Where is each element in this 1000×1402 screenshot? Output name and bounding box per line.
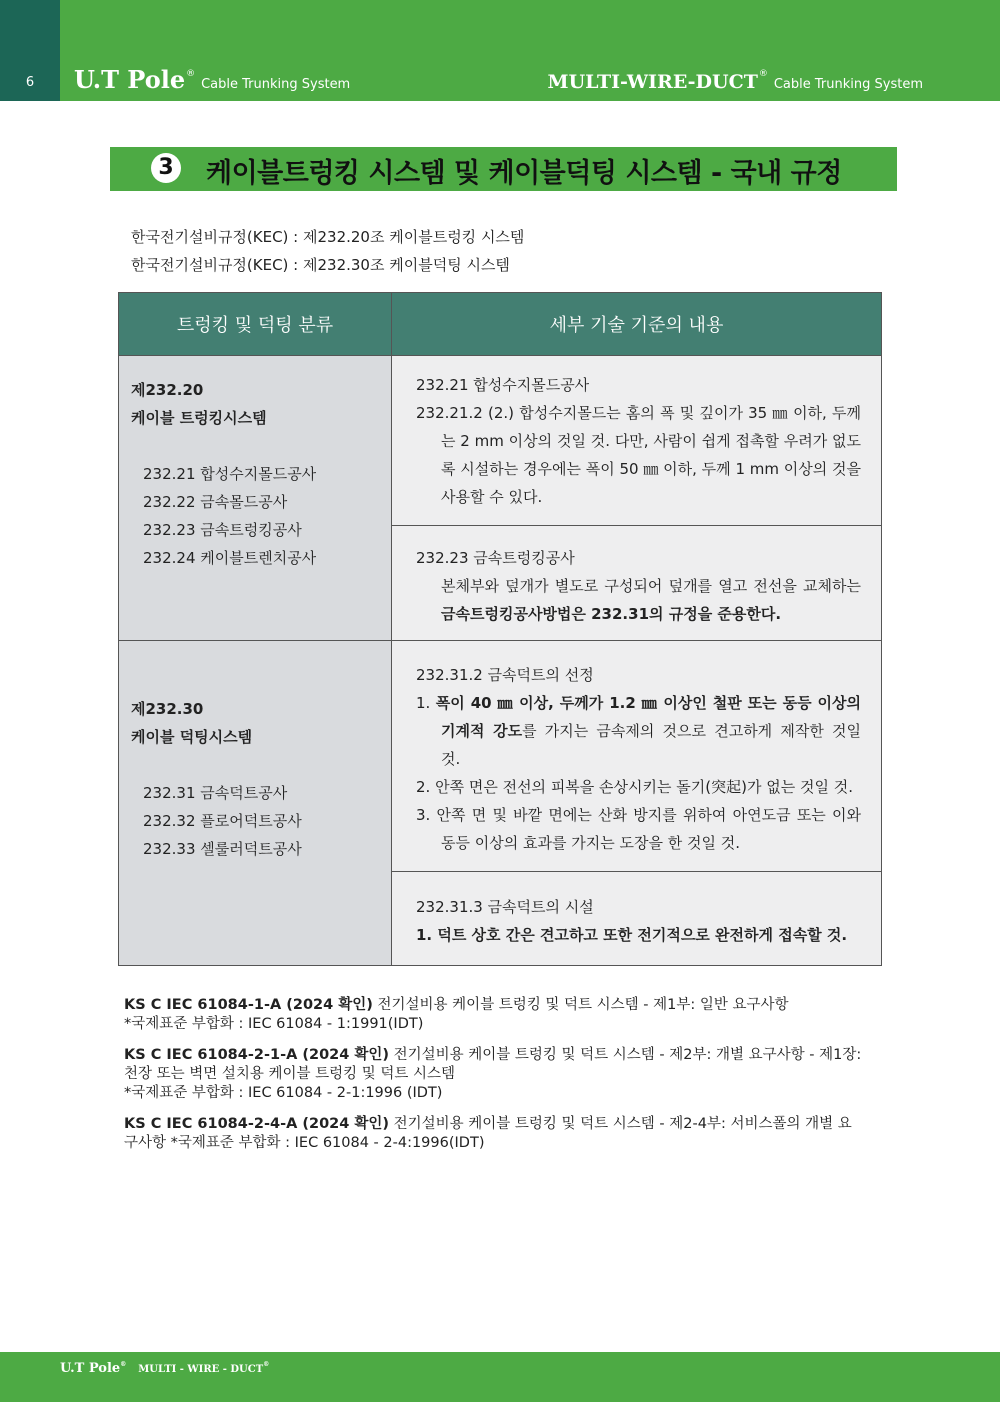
category-name: 케이블 덕팅시스템 xyxy=(131,728,253,746)
details-cell xyxy=(392,356,882,641)
table-row xyxy=(119,356,882,641)
category-cell xyxy=(119,641,392,966)
detail-body xyxy=(416,572,861,628)
reference-code: KS C IEC 61084-2-1-A (2024 확인) xyxy=(124,1047,390,1063)
category-item: 232.21 합성수지몰드공사 xyxy=(143,465,317,483)
header-brand-right xyxy=(548,69,923,93)
registered-mark: ® xyxy=(758,69,768,79)
detail-title: 232.31.3 금속덕트의 시설 xyxy=(416,898,594,916)
detail-title: 232.21 합성수지몰드공사 xyxy=(416,376,590,394)
reference-code: KS C IEC 61084-2-4-A (2024 확인) xyxy=(124,1116,390,1132)
category-cell xyxy=(119,356,392,641)
regulation-list xyxy=(131,223,524,279)
reference-title: 전기설비용 케이블 트렁킹 및 덕트 시스템 - 제1부: 일반 요구사항 xyxy=(372,997,789,1013)
page-footer xyxy=(0,1352,1000,1402)
footer-brand-name: U.T Pole xyxy=(60,1361,121,1376)
category-item: 232.23 금속트렁킹공사 xyxy=(143,521,302,539)
category-code: 제232.20 xyxy=(131,381,204,399)
regulation-table xyxy=(118,292,882,966)
section-title: 케이블트렁킹 시스템 및 케이블덕팅 시스템 - 국내 규정 xyxy=(206,158,842,189)
list-number: 1. xyxy=(416,694,431,712)
detail-list-item: 2. 안쪽 면은 전선의 피복을 손상시키는 돌기(突起)가 없는 것일 것. xyxy=(416,778,853,796)
category-item: 232.32 플로어덕트공사 xyxy=(143,812,302,830)
reference-note: *국제표준 부합화 : IEC 61084 - 1:1991(IDT) xyxy=(124,1016,424,1032)
reference-note: *국제표준 부합화 : IEC 61084 - 2-1:1996 (IDT) xyxy=(124,1085,443,1101)
registered-mark: ® xyxy=(186,69,196,79)
detail-text: 를 가지는 금속제의 것으로 견고하게 제작한 것일 것. xyxy=(441,722,861,768)
registered-mark: ® xyxy=(263,1361,270,1368)
detail-list-item xyxy=(416,689,861,773)
section-title-bar xyxy=(110,147,897,191)
header-brand-left xyxy=(74,65,350,94)
detail-section xyxy=(392,641,881,871)
detail-bold: 1. 덕트 상호 간은 견고하고 또한 전기적으로 완전하게 접속할 것. xyxy=(416,926,848,944)
page-header xyxy=(0,0,1000,101)
detail-text-bold: 폭이 40 ㎜ 이상, 두께가 1.2 ㎜ 이상인 철판 또는 동등 이상의 기계적 강도 xyxy=(435,694,861,740)
standards-references xyxy=(124,996,864,1165)
details-cell xyxy=(392,641,882,966)
category-items xyxy=(131,779,381,863)
category-item: 232.33 셀룰러덕트공사 xyxy=(143,840,302,858)
registered-mark: ® xyxy=(120,1361,127,1368)
reference-title: 전기설비용 케이블 트렁킹 및 덕트 시스템 - 제2-4부: 서비스폴의 개별 요구사항 *국제표준 부합화 : IEC 61084 - 2-4:1996(IDT) xyxy=(124,1116,852,1151)
category-code: 제232.30 xyxy=(131,700,204,718)
detail-section xyxy=(392,871,881,965)
detail-clause-number: 232.21.2 (2.) xyxy=(416,404,515,422)
detail-section xyxy=(392,525,881,640)
table-row xyxy=(119,641,882,966)
category-item: 232.31 금속덕트공사 xyxy=(143,784,288,802)
reference-code: KS C IEC 61084-1-A (2024 확인) xyxy=(124,997,373,1013)
regulation-item: 한국전기설비규정(KEC) : 제232.30조 케이블덕팅 시스템 xyxy=(131,256,510,274)
category-item: 232.22 금속몰드공사 xyxy=(143,493,288,511)
table-header-category: 트렁킹 및 덕팅 분류 xyxy=(119,293,392,356)
brand-subtitle: Cable Trunking System xyxy=(201,77,351,92)
detail-text: 본체부와 덮개가 별도로 구성되어 덮개를 열고 전선을 교체하는 xyxy=(441,577,861,595)
brand-subtitle: Cable Trunking System xyxy=(773,77,923,92)
reference-item xyxy=(124,1115,864,1153)
reference-title: 전기설비용 케이블 트렁킹 및 덕트 시스템 - 제2부: 개별 요구사항 - 제1장: 천장 또는 벽면 설치용 케이블 트렁킹 및 덕트 시스템 xyxy=(124,1047,862,1082)
detail-clause-text: 합성수지몰드는 홈의 폭 및 깊이가 35 ㎜ 이하, 두께는 2 mm 이상의 것일 것. 다만, 사람이 쉽게 접촉할 우려가 없도록 시설하는 경우에는 폭이 50 ㎜ 이하, 두께 1 mm 이상의 것을 사용할 수 있다. xyxy=(441,404,861,506)
detail-section xyxy=(392,356,881,525)
category-name: 케이블 트렁킹시스템 xyxy=(131,409,267,427)
detail-text-bold: 금속트렁킹공사방법은 232.31의 규정을 준용한다. xyxy=(441,605,782,623)
regulation-item: 한국전기설비규정(KEC) : 제232.20조 케이블트렁킹 시스템 xyxy=(131,228,525,246)
brand-name: MULTI-WIRE-DUCT xyxy=(547,71,758,93)
page-number: 6 xyxy=(25,75,35,90)
detail-text-bold xyxy=(416,921,861,949)
category-items xyxy=(131,460,381,572)
table-header-details: 세부 기술 기준의 내용 xyxy=(392,293,882,356)
category-item: 232.24 케이블트렌치공사 xyxy=(143,549,317,567)
footer-brand xyxy=(60,1357,269,1376)
brand-name: U.T Pole xyxy=(74,65,186,94)
detail-title: 232.31.2 금속덕트의 선정 xyxy=(416,666,594,684)
reference-item xyxy=(124,996,864,1034)
detail-body xyxy=(416,399,861,511)
detail-list-item: 3. 안쪽 면 및 바깥 면에는 산화 방지를 위하여 아연도금 또는 이와 동등 이상의 효과를 가지는 도장을 한 것일 것. xyxy=(416,806,861,852)
section-number: 3 xyxy=(151,153,181,183)
reference-item xyxy=(124,1046,864,1103)
footer-product-name: MULTI - WIRE - DUCT xyxy=(138,1364,264,1375)
detail-title: 232.23 금속트렁킹공사 xyxy=(416,549,575,567)
